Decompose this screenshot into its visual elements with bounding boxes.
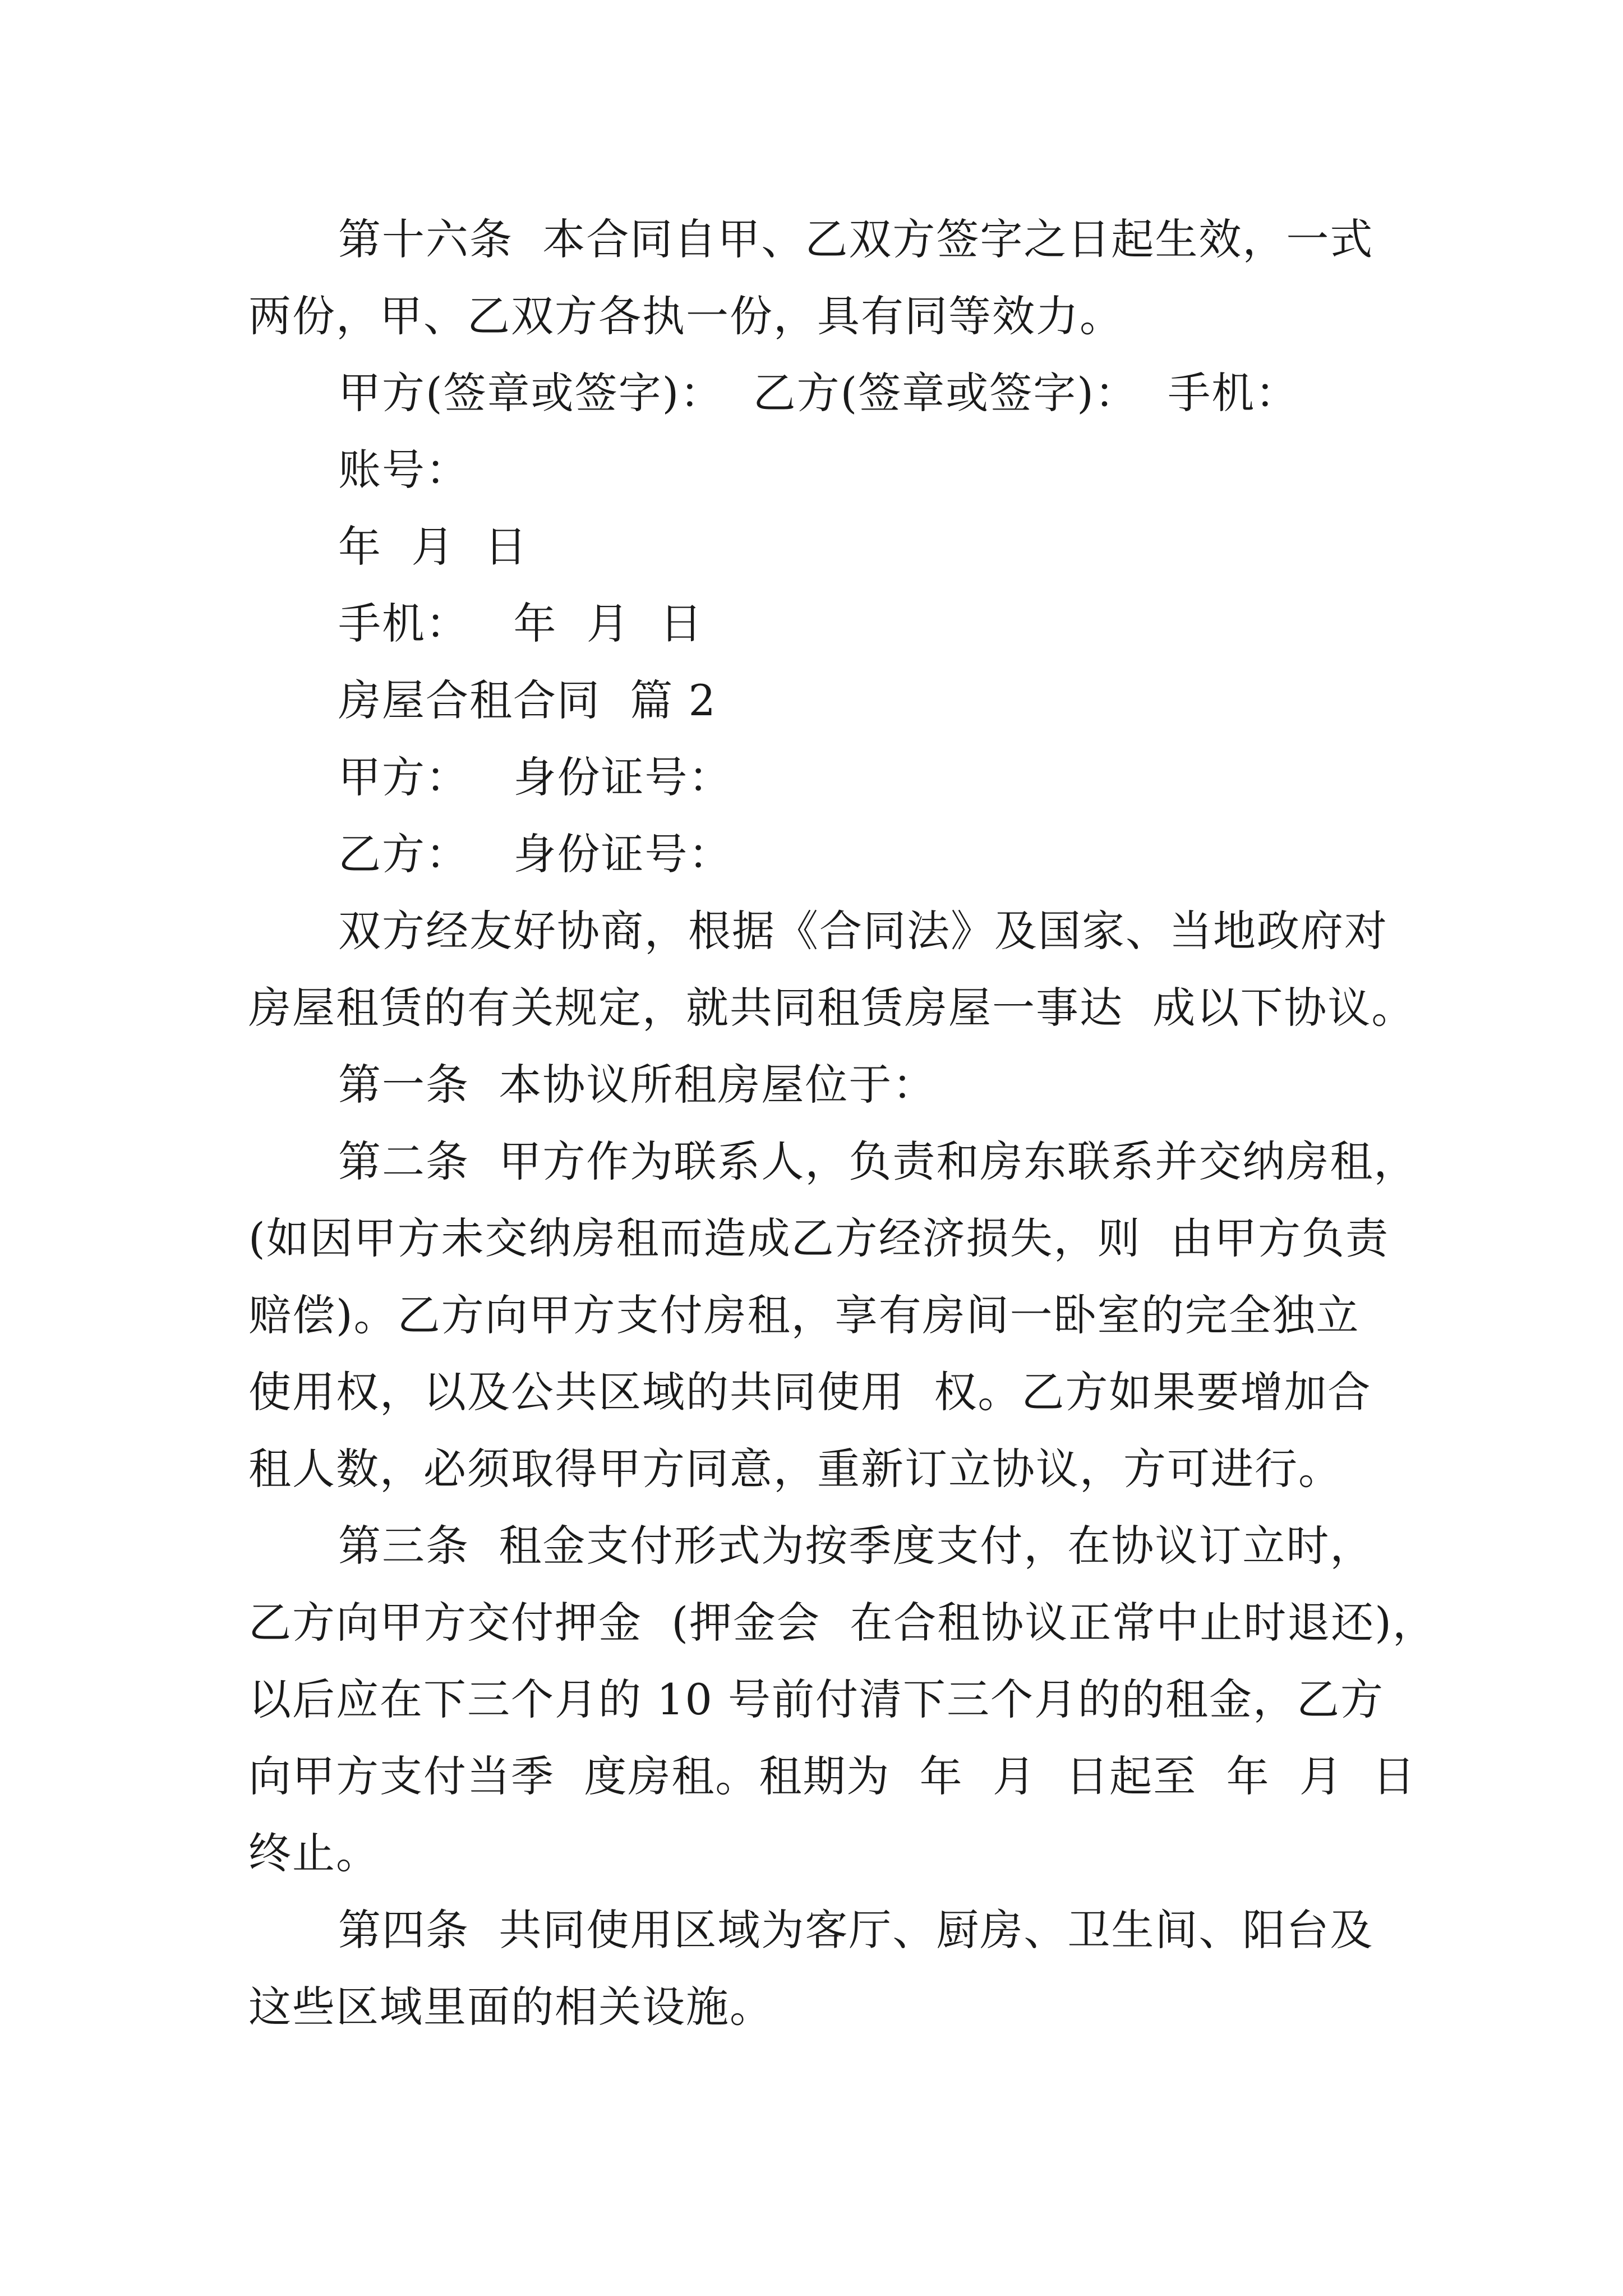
text-line: 这些区域里面的相关设施。 <box>248 1982 773 2032</box>
text-line: 乙方向甲方交付押金 (押金会 在合租协议正常中止时退还)， <box>248 1598 1436 1648</box>
text-line: 以后应在下三个月的 10 号前付清下三个月的的租金，乙方 <box>248 1674 1385 1724</box>
text-line: 赔偿)。乙方向甲方支付房租，享有房间一卧室的完全独立 <box>248 1290 1360 1340</box>
text-line: 第四条 共同使用区域为客厅、厨房、卫生间、阳台及 <box>338 1905 1374 1955</box>
text-line: 第二条 甲方作为联系人，负责和房东联系并交纳房租， <box>338 1137 1418 1186</box>
section-heading: 房屋合租合同 篇 2 <box>338 675 717 725</box>
text-line: 房屋租赁的有关规定，就共同租赁房屋一事达 成以下协议。 <box>248 983 1415 1033</box>
text-line: 第一条 本协议所租房屋位于： <box>338 1060 937 1110</box>
text-line: 使用权，以及公共区域的共同使用 权。乙方如果要增加合 <box>248 1367 1372 1417</box>
text-line: 第三条 租金支付形式为按季度支付，在协议订立时， <box>338 1521 1374 1571</box>
text-line: 租人数，必须取得甲方同意，重新订立协议，方可进行。 <box>248 1444 1342 1494</box>
text-line: 甲方： 身份证号： <box>338 752 732 802</box>
text-line: 年 月 日 <box>338 522 528 572</box>
text-line: 甲方(签章或签字)： 乙方(签章或签字)： 手机： <box>338 368 1299 418</box>
text-line: 账号： <box>338 445 469 495</box>
text-line: 终止。 <box>248 1828 380 1878</box>
text-line: (如因甲方未交纳房租而造成乙方经济损失，则 由甲方负责 <box>248 1213 1389 1263</box>
text-line: 向甲方支付当季 度房租。租期为 年 月 日起至 年 月 日 <box>248 1751 1417 1801</box>
text-line: 双方经友好协商，根据《合同法》及国家、当地政府对 <box>338 906 1388 956</box>
text-line: 两份，甲、乙双方各执一份，具有同等效力。 <box>248 291 1123 341</box>
text-line: 手机： 年 月 日 <box>338 599 704 648</box>
document-body <box>248 201 1436 2045</box>
text-line: 乙方： 身份证号： <box>338 829 732 879</box>
text-line: 第十六条 本合同自甲、乙双方签字之日起生效，一式 <box>338 214 1374 264</box>
